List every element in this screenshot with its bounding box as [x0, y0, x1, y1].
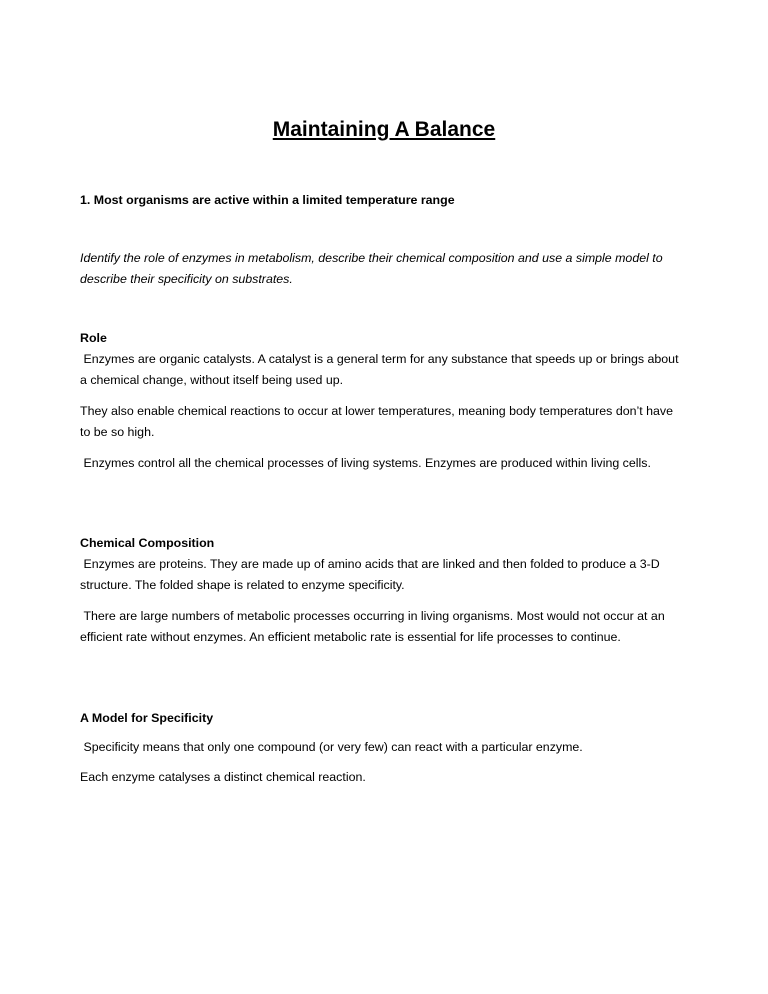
specificity-paragraph: Each enzyme catalyses a distinct chemical reaction.	[80, 770, 366, 784]
chemical-composition-paragraph: Enzymes are proteins. They are made up of amino acids that are linked and then folded to produce a 3-D structure. The folded shape is related to enzyme specificity.	[80, 557, 664, 592]
syllabus-outcome: Identify the role of enzymes in metabolism, describe their chemical composition and use a simple model to describe their specificity on substrates.	[80, 251, 663, 286]
role-heading: Role	[80, 331, 107, 345]
role-paragraph: Enzymes are organic catalysts. A catalyst is a general term for any substance that speeds up or brings about a chemical change, without itself being used up.	[80, 352, 682, 387]
chemical-composition-heading: Chemical Composition	[80, 536, 215, 550]
role-paragraph: Enzymes control all the chemical processes of living systems. Enzymes are produced within living cells.	[80, 456, 651, 470]
specificity-paragraph: Specificity means that only one compound (or very few) can react with a particular enzyme.	[80, 740, 583, 754]
specificity-heading: A Model for Specificity	[80, 711, 214, 725]
page-title: Maintaining A Balance	[272, 118, 496, 141]
role-paragraph: They also enable chemical reactions to occur at lower temperatures, meaning body temperatures don’t have to be so high.	[80, 404, 674, 439]
section-heading: 1. Most organisms are active within a limited temperature range	[80, 193, 455, 207]
chemical-composition-paragraph: There are large numbers of metabolic processes occurring in living organisms. Most would not occur at an efficient rate without enzymes. An efficient metabolic rate is essential for life processes to continue.	[80, 609, 669, 644]
